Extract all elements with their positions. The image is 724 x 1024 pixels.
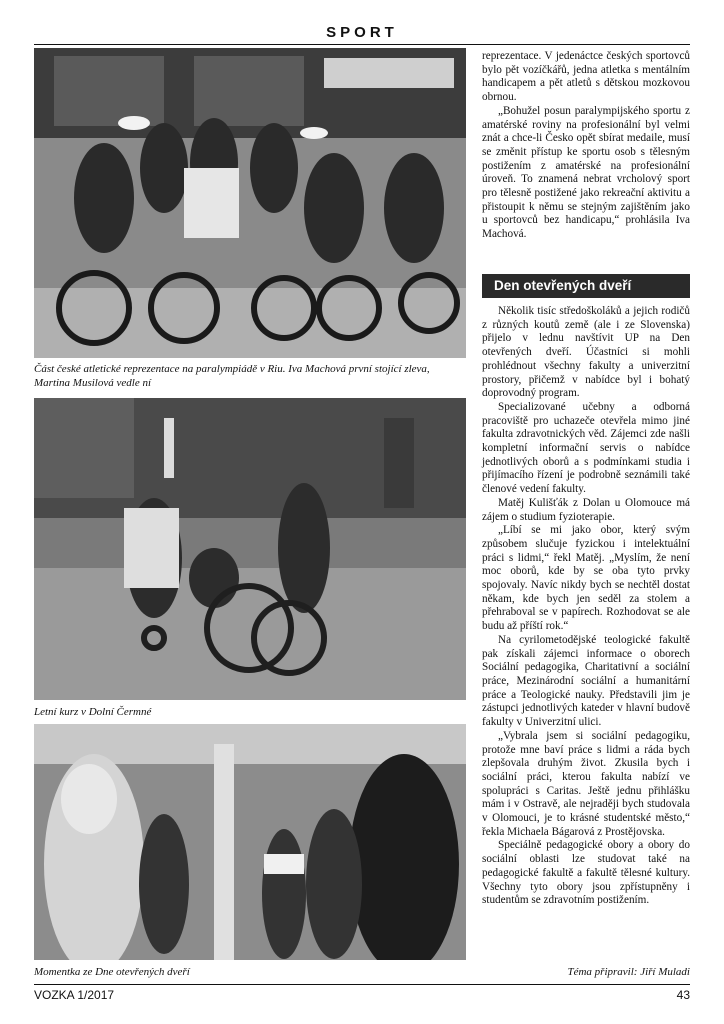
athletes-photo [34,48,466,358]
issue-label: VOZKA 1/2017 [34,988,115,1002]
summer-course-caption: Letní kurz v Dolní Čermné [34,706,152,718]
article-paragraph: Matěj Kulišťák z Dolan u Olomouce má zájem o studium fyzioterapie. [482,496,690,523]
article-paragraph: Specializované učebny a odborná pracoviště pro uchazeče otevřela mimo jiné fakulta zdravotnických věd. Zájemci zde našli kompletní informační servis o nabídce jednotlivých oborů a s podmínkami studia i přijímacího řízení je podrobně seznámili také členové vedení fakulty. [482,400,690,496]
section-heading-open-day: Den otevřených dveří [482,274,690,298]
article-text-bottom [482,305,690,908]
article-paragraph: „Bohužel posun paralympijského sportu z amatérské roviny na profesionální byl velmi znát a chce-li Česko opět sbírat medaile, musí se změnit přístup ke sportu osob s tělesným postižením z amatérské na profesionální úroveň. To znamená nebrat vrcholový sport pro tělesně postižené jako rekreační aktivitu a přistoupit k němu se stejným zajištěním jako u sportovců bez handicapu,“ prohlásila Iva Machová. [482,104,690,241]
summer-course-photo-image [34,398,466,700]
author-credit: Téma připravil: Jiří Muladi [567,966,690,978]
athletes-photo-image [34,48,466,358]
section-header [34,22,690,45]
article-text-top [482,50,690,242]
summer-course-photo [34,398,466,700]
article-paragraph: „Líbí se mi jako obor, který svým způsobem slučuje fyzickou i intelektuální práci s lidmi,“ řekl Matěj. „Myslím, že není moc oborů, kde by se oba tyto prvky spojovaly. Navíc nikdy bych se nechtěl dostat někam, kde bych jen seděl za stolem a přehraboval se v papírech. Rozhodovat se ale budu až příští rok.“ [482,524,690,633]
page-number: 43 [676,988,690,1002]
open-day-caption: Momentka ze Dne otevřených dveří [34,966,190,978]
open-day-photo-image [34,724,466,960]
article-paragraph: Speciálně pedagogické obory a obory do sociální oblasti lze studovat také na pedagogické fakultě a fakultě tělesné kultury. Všechny tyto obory jsou zpřístupněny i studentům se zdravotním postižením. [482,839,690,907]
section-title-sport: SPORT [326,24,398,41]
open-day-photo [34,724,466,960]
athletes-photo-caption: Část české atletické reprezentace na paralympiádě v Riu. Iva Machová první stojící zleva, Martina Musilová vedle ní [34,363,430,389]
page-footer [34,984,690,1005]
article-paragraph: reprezentace. V jedenáctce českých sportovců bylo pět vozíčkářů, jedna atletka s mentálním handicapem a pět atletů s dětskou mozkovou obrnou. [482,50,690,104]
article-paragraph: Několik tisíc středoškoláků a jejich rodičů z různých koutů země (ale i ze Slovenska) přijelo v lednu navštívit UP na Den otevřených dveří. Účastníci si mohli prohlédnout všechny fakulty a univerzitní prostory, přičemž v nabídce byl i bohatý doprovodný program. [482,305,690,400]
article-paragraph: Na cyrilometodějské teologické fakultě pak získali zájemci informace o oborech Sociální pedagogika, Charitativní a sociální práce, Mezinárodní sociální a humanitární práce a Teologické nauky. Představili jim je zástupci jednotlivých kateder v hlavní budově fakulty v Univerzitní ulici. [482,633,690,729]
article-paragraph: „Vybrala jsem si sociální pedagogiku, protože mne baví práce s lidmi a ráda bych zlepšovala druhým život. Zkusila bych i sociální práci, kterou fakulta nabízí ve spolupráci s Caritas. Ještě jednu přihlášku mám i v Ostravě, ale nejraději bych studovala v Olomouci, je to krásné studentské město,“ řekla Michaela Bágarová z Prostějovska. [482,729,690,838]
